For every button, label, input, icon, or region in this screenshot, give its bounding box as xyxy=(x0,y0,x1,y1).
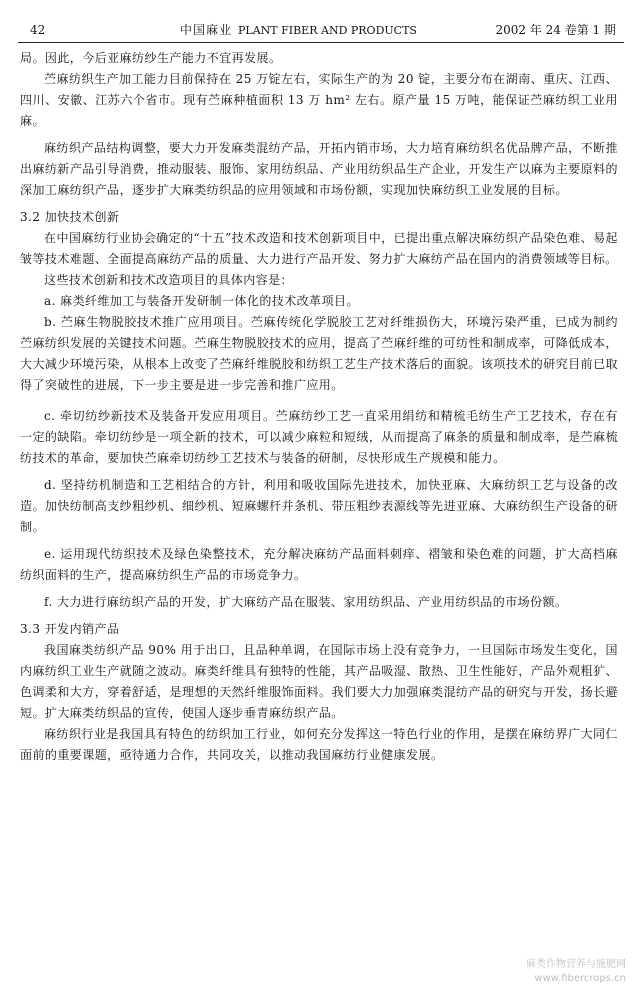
article-body xyxy=(20,48,618,766)
journal-name-en: PLANT FIBER AND PRODUCTS xyxy=(238,24,417,37)
section-heading: 3.2 加快技术创新 xyxy=(20,210,120,224)
journal-name-cn: 中国麻业 xyxy=(180,23,233,37)
watermark-cn: 麻类作物营养与施肥网 xyxy=(526,959,626,970)
watermark-url: www.fibercrops.cn xyxy=(534,973,626,984)
paragraph: 我国麻类纺织产品 90% 用于出口，且品种单调，在国际市场上没有竞争力，一旦国际市场发生变化，国内麻纺织工业生产就随之波动。麻类纤维具有独特的性能，其产品吸湿、散热、卫生性能好，产品外观粗犷、色调柔和大方，穿着舒适，是理想的天然纤维服饰面料。我们要大力加强麻类混纺产品的研究与开发，扬长避短。扩大麻类纺织品的宣传，使国人逐步垂青麻纺织产品。 xyxy=(20,643,618,720)
paragraph: 麻纺织行业是我国具有特色的纺织加工行业，如何充分发挥这一特色行业的作用，是摆在麻纺界广大同仁面前的重要课题，亟待通力合作，共同攻关，以推动我国麻纺行业健康发展。 xyxy=(20,727,618,762)
watermark xyxy=(526,958,626,986)
list-item: c. 牵切纺纱新技术及装备开发应用项目。苎麻纺纱工艺一直采用绢纺和精梳毛纺生产工艺技术，存在有一定的缺陷。牵切纺纱是一项全新的技术，可以减少麻粒和短绒，从而提高了麻条的质量和制成率，是苎麻梳纺技术的革命，要加快苎麻牵切纺纱工艺技术与装备的研制，尽快形成生产规模和能力。 xyxy=(20,409,618,465)
running-header xyxy=(20,22,620,38)
journal-name xyxy=(180,22,417,39)
list-item: e. 运用现代纺织技术及绿色染整技术，充分解决麻纺产品面料刺痒、褶皱和染色难的问题，扩大高档麻纺织面料的生产，提高麻纺织生产品的市场竞争力。 xyxy=(20,547,618,582)
paragraph: 局。因此，今后亚麻纺纱生产能力不宜再发展。 xyxy=(20,51,282,65)
paragraph: 苎麻纺织生产加工能力目前保持在 25 万锭左右，实际生产的为 20 锭，主要分布在湖南、重庆、江西、四川、安徽、江苏六个省市。现有苎麻种植面积 13 万 hm² 左右。原产量 15 万吨，能保证苎麻纺织工业用麻。 xyxy=(20,72,618,128)
list-item: d. 坚持纺机制造和工艺相结合的方针，利用和吸收国际先进技术，加快亚麻、大麻纺织工艺与设备的改造。加快纺制高支纱粗纱机、细纱机、短麻螺杆并条机、带压粗纱表源线等先进亚麻、大麻纺织生产设备的研制。 xyxy=(20,478,618,534)
list-item: b. 苎麻生物脱胶技术推广应用项目。苎麻传统化学脱胶工艺对纤维损伤大，环境污染严重，已成为制约苎麻纺织发展的关键技术问题。苎麻生物脱胶技术的应用，提高了苎麻纤维的可纺性和制成率，可降低成本，大大减少环境污染，从根本上改变了苎麻纤维脱胶和纺织工艺生产技术落后的面貌。该项技术的研究目前已取得了突破性的进展，下一步主要是进一步完善和推广应用。 xyxy=(20,315,618,392)
list-item: a. 麻类纤维加工与装备开发研制一体化的技术改革项目。 xyxy=(44,294,359,308)
list-item: f. 大力进行麻纺织产品的开发，扩大麻纺产品在服装、家用纺织品、产业用纺织品的市场份额。 xyxy=(44,595,568,609)
page-number: 42 xyxy=(30,23,46,37)
paragraph: 这些技术创新和技术改造项目的具体内容是： xyxy=(44,273,294,287)
issue-info: 2002 年 24 卷第 1 期 xyxy=(495,23,616,37)
header-rule xyxy=(18,42,624,43)
section-heading: 3.3 开发内销产品 xyxy=(20,622,120,636)
paragraph: 麻纺织产品结构调整，要大力开发麻类混纺产品，开拓内销市场，大力培育麻纺织名优品牌产品，不断推出麻纺新产品引导消费，推动服装、服饰、家用纺织品、产业用纺织品生产企业，开发生产以麻为主要原料的深加工麻纺织产品，逐步扩大麻类纺织品的应用领域和市场份额，实现加快麻纺织工业发展的目标。 xyxy=(20,141,618,197)
paragraph: 在中国麻纺行业协会确定的“十五”技术改造和技术创新项目中，已提出重点解决麻纺织产品染色难、易起皱等技术难题、全面提高麻纺产品的质量、大力进行产品开发、努力扩大麻纺产品在国内的消费领域等目标。 xyxy=(20,231,618,266)
